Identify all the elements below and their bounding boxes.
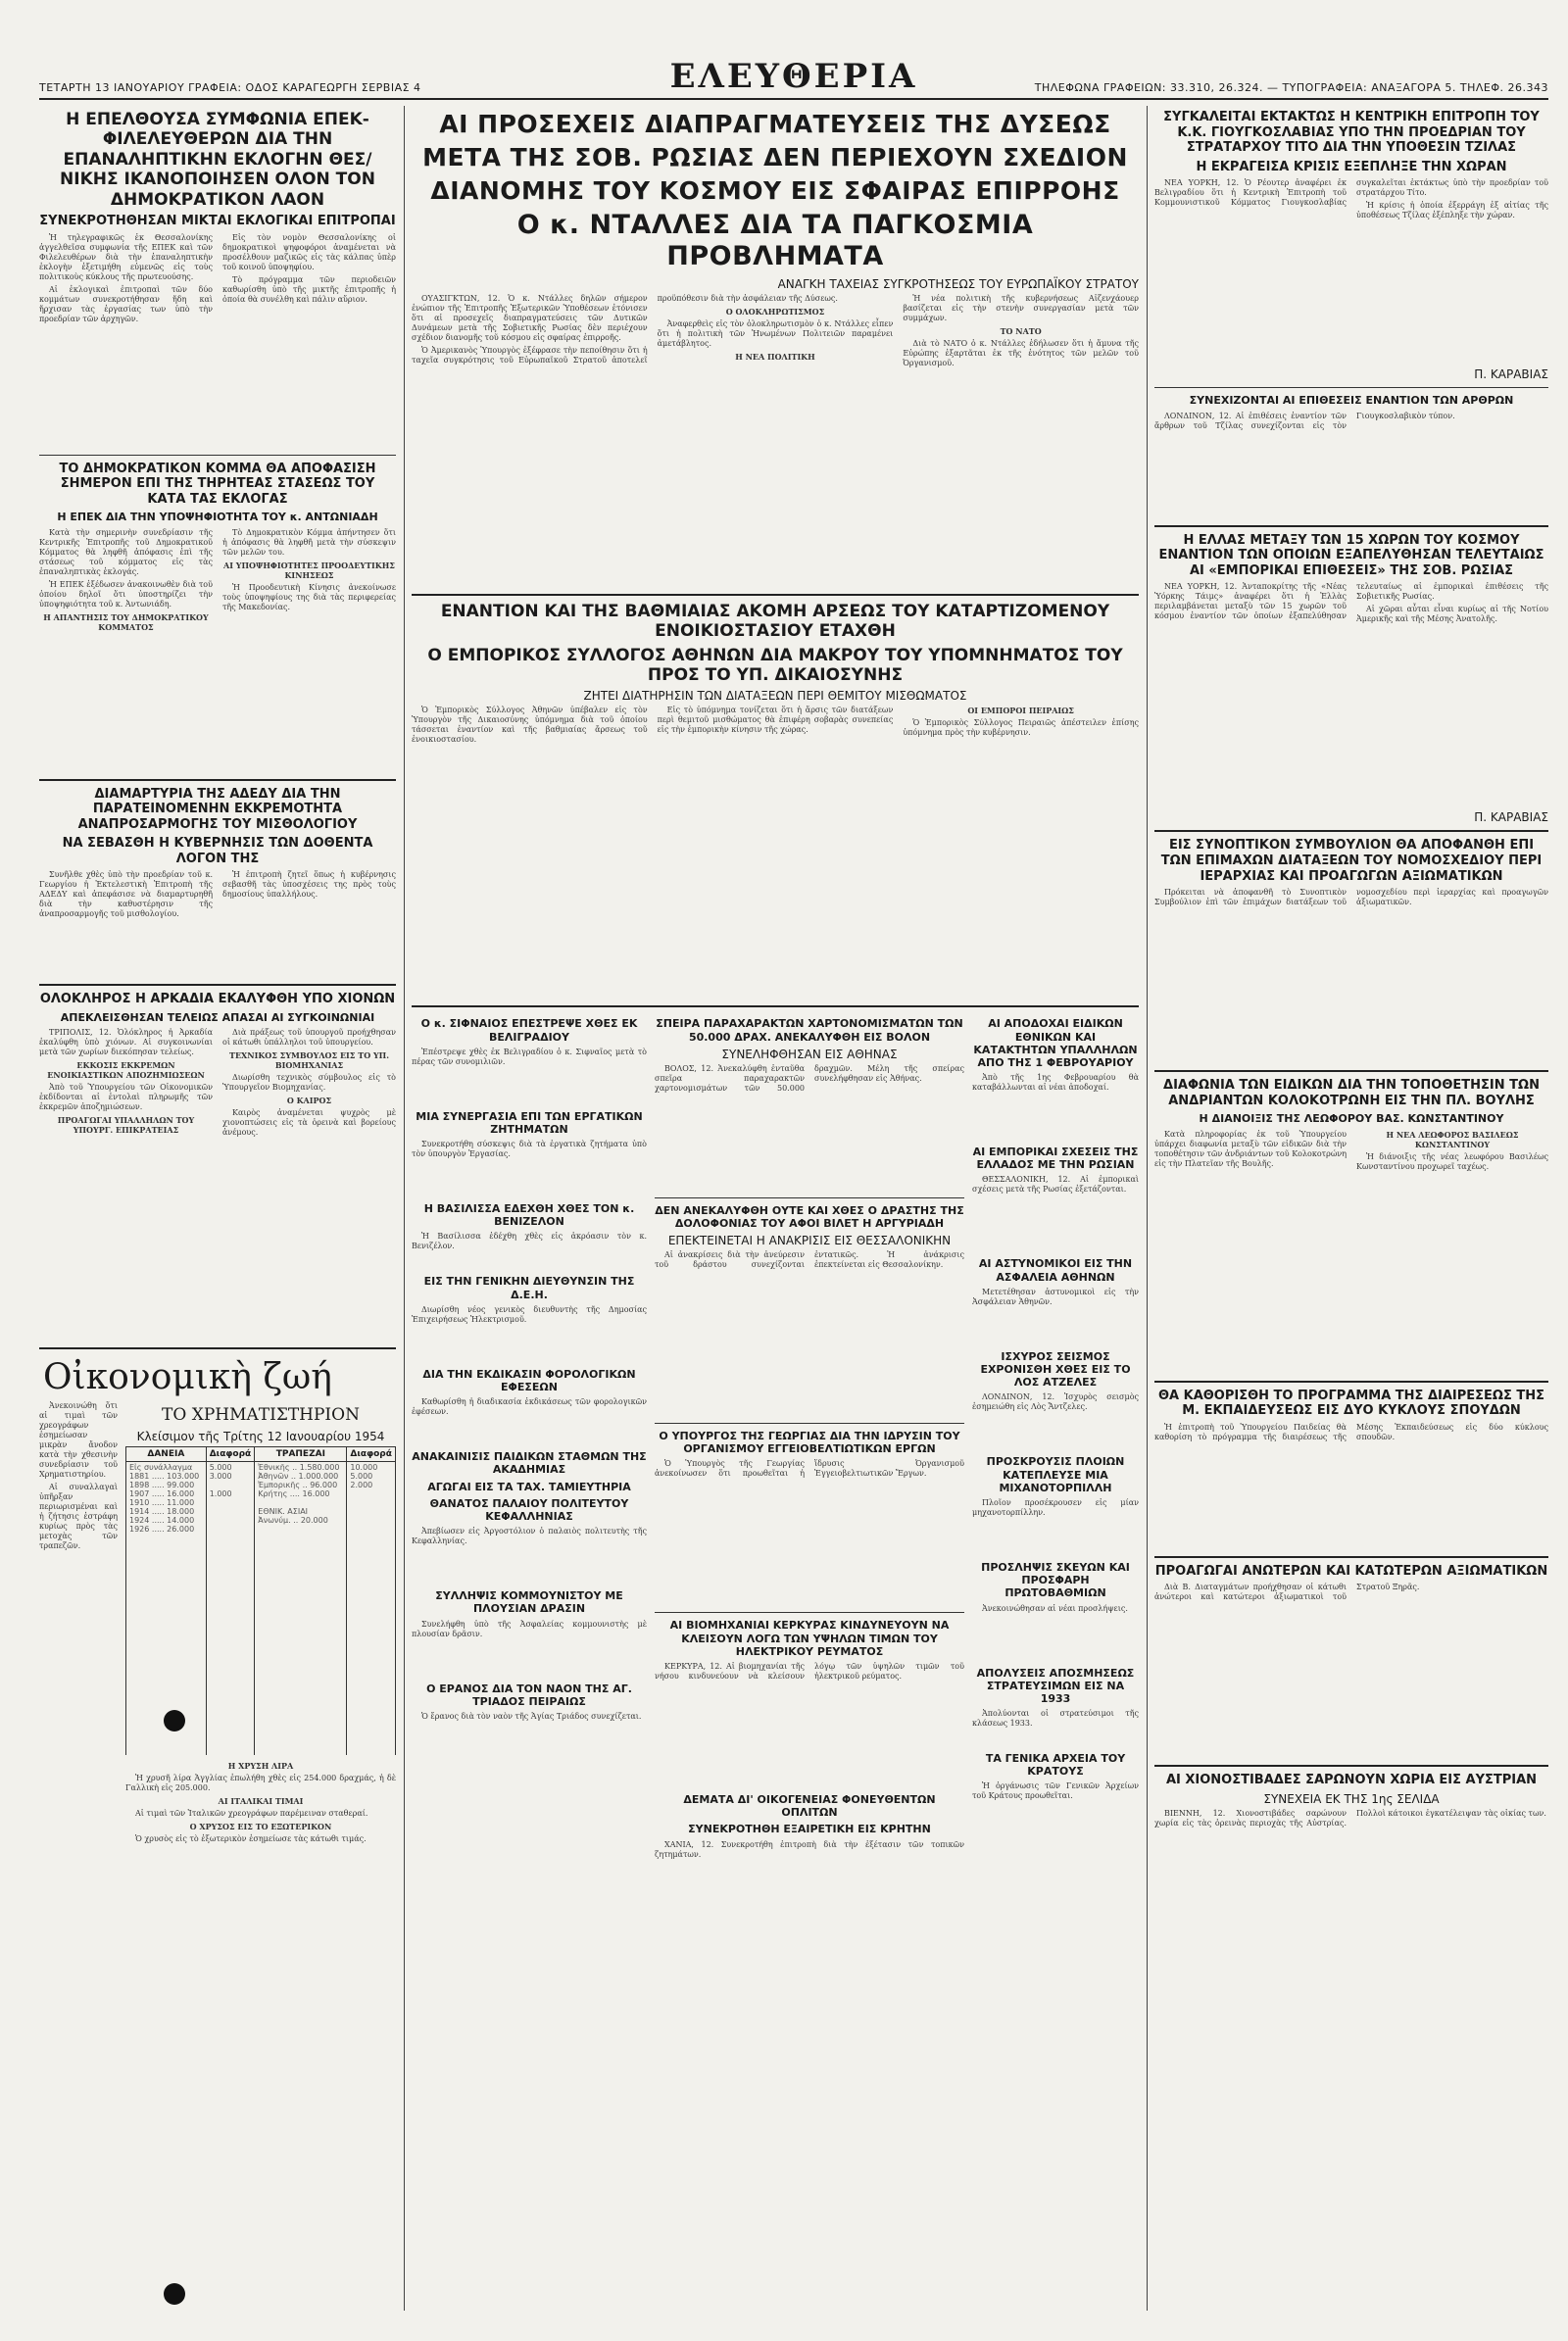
inner-heading: Η ΧΡΥΣΗ ΛΙΡΑ: [227, 1761, 294, 1772]
headline-promotions: ΠΡΟΑΓΩΓΑΙ ΑΝΩΤΕΡΩΝ ΚΑΙ ΚΑΤΩΤΕΡΩΝ ΑΞΙΩΜΑΤΙΚΩΝ: [1154, 1563, 1548, 1579]
headline: ΣΠΕΙΡΑ ΠΑΡΑΧΑΡΑΚΤΩΝ ΧΑΡΤΟΝΟΜΙΣΜΑΤΩΝ ΤΩΝ 50.000 ΔΡΑΧ. ΑΝΕΚΑΛΥΦΘΗ ΕΙΣ ΒΟΛΟΝ: [656, 1017, 963, 1044]
byline: Π. ΚΑΡΑΒΙΑΣ: [1474, 367, 1548, 382]
article-body: Ἀνεκοινώθησαν αἱ νέαι προσλήψεις.: [982, 1603, 1128, 1613]
center-column: [412, 106, 1139, 1899]
inner-heading: ΟΙ ΕΜΠΟΡΟΙ ΠΕΙΡΑΙΩΣ: [967, 706, 1074, 716]
headline: ΘΑΝΑΤΟΣ ΠΑΛΑΙΟΥ ΠΟΛΙΤΕΥΤΟΥ ΚΕΦΑΛΛΗΝΙΑΣ: [429, 1496, 629, 1523]
headline-arcadia-snow: ΟΛΟΚΛΗΡΟΣ Η ΑΡΚΑΔΙΑ ΕΚΑΛΥΦΘΗ ΥΠΟ ΧΙΟΝΩΝ: [39, 992, 396, 1007]
headline: ΑΓΩΓΑΙ ΕΙΣ ΤΑ ΤΑΧ. ΤΑΜΙΕΥΤΗΡΙΑ: [427, 1480, 631, 1493]
article-body: ΚΕΡΚΥΡΑ, 12. Αἱ βιομηχανίαι τῆς νήσου κινδυνεύουν νὰ κλείσουν λόγῳ τῶν ὑψηλῶν τιμῶν τοῦ ἠλεκτρικοῦ ρεύματος.: [655, 1662, 964, 1682]
newspaper-title: ΕΛΕΥΘΕΡΙΑ: [669, 57, 918, 96]
headline: ΑΝΑΚΑΙΝΙΣΙΣ ΠΑΙΔΙΚΩΝ ΣΤΑΘΜΩΝ ΤΗΣ ΑΚΑΔΗΜΙΑΣ: [412, 1450, 647, 1477]
headline: ΑΙ ΕΜΠΟΡΙΚΑΙ ΣΧΕΣΕΙΣ ΤΗΣ ΕΛΛΑΔΟΣ ΜΕ ΤΗΝ ΡΩΣΙΑΝ: [972, 1146, 1139, 1172]
newspaper-page: [39, 51, 1548, 2315]
column-header: ΤΡΑΠΕΖΑΙ: [255, 1446, 347, 1461]
headline-yugoslavia: ΣΥΓΚΑΛΕΙΤΑΙ ΕΚΤΑΚΤΩΣ Η ΚΕΝΤΡΙΚΗ ΕΠΙΤΡΟΠΗ ΤΟΥ Κ.Κ. ΓΙΟΥΓΚΟΣΛΑΒΙΑΣ ΥΠΟ ΤΗΝ ΠΡΟΕΔΡΙΑΝ ΤΟΥ ΣΤΡΑΤΑΡΧΟΥ ΤΙΤΟ ΔΙΑ ΤΗΝ ΥΠΟΘΕΣΙΝ ΤΖΙΛΑΣ: [1163, 110, 1540, 156]
byline: Π. ΚΑΡΑΒΙΑΣ: [1474, 810, 1548, 825]
subheadline: ΑΠΕΚΛΕΙΣΘΗΣΑΝ ΤΕΛΕΙΩΣ ΑΠΑΣΑΙ ΑΙ ΣΥΓΚΟΙΝΩΝΙΑΙ: [60, 1011, 375, 1025]
article-body: Μετετέθησαν ἀστυνομικοὶ εἰς τὴν Ἀσφάλειαν Ἀθηνῶν.: [972, 1287, 1139, 1306]
article-body: ΒΙΕΝΝΗ, 12. Χιονοστιβάδες σαρώνουν χωρία εἰς τὰς ὀρεινὰς περιοχὰς τῆς Αὐστρίας. Πολλοὶ κάτοικοι ἐγκατέλειψαν τὰς οἰκίας των.: [1154, 1808, 1546, 1828]
headline: ΤΑ ΓΕΝΙΚΑ ΑΡΧΕΙΑ ΤΟΥ ΚΡΑΤΟΥΣ: [985, 1752, 1126, 1779]
inner-heading: Η ΝΕΑ ΛΕΩΦΟΡΟΣ ΒΑΣΙΛΕΩΣ ΚΩΝΣΤΑΝΤΙΝΟΥ: [1386, 1129, 1519, 1149]
article-body: Συνῆλθε χθὲς ὑπὸ τὴν προεδρίαν τοῦ κ. Γεωργίου ἡ Ἐκτελεστικὴ Ἐπιτροπὴ τῆς ΑΔΕΔΥ καὶ ἀπεφάσισε νὰ διαμαρτυρηθῆ διὰ τὴν καθυστέρησιν τῆς ἀναπροσαρμογῆς τοῦ μισθολογίου. Ἡ ἐπιτροπὴ ζητεῖ ὅπως ἡ κυβέρνησις σεβασθῆ τὰς ὑποσχέσεις της πρὸς τοὺς δημοσίους ὑπαλλήλους.: [39, 870, 396, 919]
subheadline: Η ΔΙΑΝΟΙΞΙΣ ΤΗΣ ΛΕΩΦΟΡΟΥ ΒΑΣ. ΚΩΝΣΤΑΝΤΙΝΟΥ: [1199, 1112, 1504, 1126]
headline: Η ΒΑΣΙΛΙΣΣΑ ΕΔΕΧΘΗ ΧΘΕΣ ΤΟΝ κ. ΒΕΝΙΖΕΛΟΝ: [423, 1202, 635, 1229]
headline: ΙΣΧΥΡΟΣ ΣΕΙΣΜΟΣ ΕΧΡΟΝΙΣΘΗ ΧΘΕΣ ΕΙΣ ΤΟ ΛΟΣ ΑΤΖΕΛΕΣ: [980, 1349, 1131, 1390]
article-body: Ἡ Βασίλισσα ἐδέχθη χθὲς εἰς ἀκρόασιν τὸν κ. Βενιζέλον.: [412, 1232, 647, 1251]
masthead-phones: ΤΗΛΕΦΩΝΑ ΓΡΑΦΕΙΩΝ: 33.310, 26.324. — ΤΥΠΟΓΡΑΦΕΙΑ: ΑΝΑΞΑΓΟΡΑ 5. ΤΗΛΕΦ. 26.343: [1034, 81, 1548, 94]
headline-avalanches-austria: ΑΙ ΧΙΟΝΟΣΤΙΒΑΔΕΣ ΣΑΡΩΝΟΥΝ ΧΩΡΙΑ ΕΙΣ ΑΥΣΤΡΙΑΝ: [1165, 1773, 1538, 1788]
article-body: ΘΕΣΣΑΛΟΝΙΚΗ, 12. Αἱ ἐμπορικαὶ σχέσεις μετὰ τῆς Ρωσίας ἐξετάζονται.: [972, 1175, 1139, 1195]
article-body: Ὁ ἔρανος διὰ τὸν ναὸν τῆς Ἁγίας Τριάδος συνεχίζεται.: [421, 1711, 642, 1721]
headline: ΜΙΑ ΣΥΝΕΡΓΑΣΙΑ ΕΠΙ ΤΩΝ ΕΡΓΑΤΙΚΩΝ ΖΗΤΗΜΑΤΩΝ: [416, 1109, 643, 1136]
lead-article-body: ΟΥΑΣΙΓΚΤΩΝ, 12. Ὁ κ. Ντάλλες δηλῶν σήμερον ἐνώπιον τῆς Ἐπιτροπῆς Ἐξωτερικῶν Ὑποθέσεων ἐτόνισεν ὅτι αἱ προσεχεῖς διαπραγματεύσεις τῶν Δυτικῶν Δυνάμεων μετὰ τῆς Σοβιετικῆς Ρωσίας δὲν περιέχουν σχέδιον διανομῆς τοῦ κόσμου εἰς σφαίρας ἐπιρροῆς. Ὁ Ἀμερικανὸς Ὑπουργὸς ἐξέφρασε τὴν πεποίθησιν ὅτι ἡ ταχεῖα συγκρότησις τοῦ Εὐρωπαϊκοῦ Στρατοῦ ἀποτελεῖ προϋπόθεσιν διὰ τὴν ἀσφάλειαν τῆς Δύσεως. Ο ΟΛΟΚΛΗΡΩΤΙΣΜΟΣ Ἀναφερθεὶς εἰς τὸν ὁλοκληρωτισμὸν ὁ κ. Ντάλλες εἶπεν ὅτι ἡ πολιτικὴ τῶν Ἡνωμένων Πολιτειῶν παραμένει ἀμετάβλητος. Η ΝΕΑ ΠΟΛΙΤΙΚΗ Ἡ νέα πολιτικὴ τῆς κυβερνήσεως Αἰζενχάουερ βασίζεται εἰς τὴν στενὴν συνεργασίαν μετὰ τῶν συμμάχων. ΤΟ ΝΑΤΟ Διὰ τὸ ΝΑΤΟ ὁ κ. Ντάλλες ἐδήλωσεν ὅτι ἡ ἄμυνα τῆς Εὐρώπης ἐξαρτᾶται ἐκ τῆς ἑνότητος τῶν μελῶν τοῦ Ὀργανισμοῦ.: [412, 293, 1139, 367]
article-body: Ἀπολύονται οἱ στρατεύσιμοι τῆς κλάσεως 1933.: [972, 1709, 1139, 1729]
headline: ΑΠΟΛΥΣΕΙΣ ΑΠΟΣΜΗΣΕΩΣ ΣΤΡΑΤΕΥΣΙΜΩΝ ΕΙΣ ΝΑ 1933: [976, 1666, 1135, 1705]
inner-heading: ΑΙ ΙΤΑΛΙΚΑΙ ΤΙΜΑΙ: [218, 1796, 304, 1807]
headline: ΔΕΝ ΑΝΕΚΑΛΥΦΘΗ ΟΥΤΕ ΚΑΙ ΧΘΕΣ Ο ΔΡΑΣΤΗΣ ΤΗΣ ΔΟΛΟΦΟΝΙΑΣ ΤΟΥ ΑΦΟΙ ΒΙΛΕΤ Η ΑΡΓΥΡΙΑΔΗ: [655, 1203, 964, 1230]
article-body: Ἡ τηλεγραφικῶς ἐκ Θεσσαλονίκης ἀγγελθεῖσα συμφωνία τῆς ΕΠΕΚ καὶ τῶν Φιλελευθέρων διὰ τὴν ἐπαναληπτικὴν ἐκλογὴν ἐξετιμήθη εὐμενῶς εἰς τοὺς πολιτικοὺς κύκλους τῆς πρωτευούσης. Αἱ ἐκλογικαὶ ἐπιτροπαὶ τῶν δύο κομμάτων συνεκροτήθησαν ἤδη καὶ ἤρχισαν τὰς ἐργασίας των ὑπὸ τὴν προεδρίαν τῶν ἀρχηγῶν. Εἰς τὸν νομὸν Θεσσαλονίκης οἱ δημοκρατικοὶ ψηφοφόροι ἀναμένεται νὰ προσέλθουν μαζικῶς εἰς τὰς κάλπας ὑπὲρ τοῦ κοινοῦ ὑποψηφίου. Τὸ πρόγραμμα τῶν περιοδειῶν καθωρίσθη ὑπὸ τῆς μικτῆς ἐπιτροπῆς ἡ ὁποία θὰ συνέλθη καὶ πάλιν αὔριον.: [39, 232, 396, 323]
inner-heading: ΤΟ ΝΑΤΟ: [1000, 325, 1042, 336]
column-rule: [1147, 106, 1148, 2311]
headline: Ο ΕΡΑΝΟΣ ΔΙΑ ΤΟΝ ΝΑΟΝ ΤΗΣ ΑΓ. ΤΡΙΑΔΟΣ ΠΕΙΡΑΙΩΣ: [426, 1682, 632, 1708]
column-rule: [404, 106, 405, 2311]
column-header: Διαφορά: [206, 1446, 255, 1461]
inner-heading: Η ΑΠΑΝΤΗΣΙΣ ΤΟΥ ΔΗΜΟΚΡΑΤΙΚΟΥ ΚΟΜΜΑΤΟΣ: [43, 611, 209, 632]
article-body: Ὁ Ἐμπορικὸς Σύλλογος Ἀθηνῶν ὑπέβαλεν εἰς τὸν Ὑπουργὸν τῆς Δικαιοσύνης ὑπόμνημα διὰ τοῦ ὁποίου τάσσεται ἐναντίον καὶ τῆς βαθμιαίας ἄρσεως τοῦ ἐνοικιοστασίου. Εἰς τὸ ὑπόμνημα τονίζεται ὅτι ἡ ἄρσις τῶν διατάξεων περὶ θεμιτοῦ μισθώματος θὰ ἐπιφέρη σοβαρὰς συνεπείας εἰς τὴν ἐμπορικὴν κίνησιν τῆς χώρας. ΟΙ ΕΜΠΟΡΟΙ ΠΕΙΡΑΙΩΣ Ὁ Ἐμπορικὸς Σύλλογος Πειραιῶς ἀπέστειλεν ἐπίσης ὑπόμνημα πρὸς τὴν κυβέρνησιν.: [412, 706, 1139, 745]
headline: ΣΥΝΕΚΡΟΤΗΘΗ ΕΞΑΙΡΕΤΙΚΗ ΕΙΣ ΚΡΗΤΗΝ: [688, 1823, 931, 1836]
headline-officers-bill: ΕΙΣ ΣΥΝΟΠΤΙΚΟΝ ΣΥΜΒΟΥΛΙΟΝ ΘΑ ΑΠΟΦΑΝΘΗ ΕΠΙ ΤΩΝ ΕΠΙΜΑΧΩΝ ΔΙΑΤΑΞΕΩΝ ΤΟΥ ΝΟΜΟΣΧΕΔΙΟΥ ΠΕΡΙ ΙΕΡΑΡΧΙΑΣ ΚΑΙ ΠΡΟΑΓΩΓΩΝ ΑΞΙΩΜΑΤΙΚΩΝ: [1160, 838, 1543, 884]
article-body: Πρόκειται νὰ ἀποφανθῆ τὸ Συνοπτικὸν Συμβούλιον ἐπὶ τῶν ἐπιμάχων διατάξεων τοῦ νομοσχεδίου περὶ ἱεραρχίας καὶ προαγωγῶν ἀξιωματικῶν.: [1154, 888, 1548, 907]
inner-heading: ΠΡΟΑΓΩΓΑΙ ΥΠΑΛΛΗΛΩΝ ΤΟΥ ΥΠΟΥΡΓ. ΕΠΙΚΡΑΤΕΙΑΣ: [57, 1115, 195, 1136]
article-body: Ἡ ὀργάνωσις τῶν Γενικῶν Ἀρχείων τοῦ Κράτους προωθεῖται.: [972, 1781, 1139, 1801]
article-body: Διὰ Β. Διαταγμάτων προήχθησαν οἱ κάτωθι ἀνώτεροι καὶ κατώτεροι ἀξιωματικοὶ τοῦ Στρατοῦ Ξηρᾶς.: [1154, 1583, 1420, 1602]
inner-heading: Η ΝΕΑ ΠΟΛΙΤΙΚΗ: [735, 351, 815, 362]
headline: Ο ΥΠΟΥΡΓΟΣ ΤΗΣ ΓΕΩΡΓΙΑΣ ΔΙΑ ΤΗΝ ΙΔΡΥΣΙΝ ΤΟΥ ΟΡΓΑΝΙΣΜΟΥ ΕΓΓΕΙΟΒΕΛΤΙΩΤΙΚΩΝ ΕΡΓΩΝ: [659, 1430, 960, 1456]
news-column-middle: [655, 1013, 964, 1898]
inner-heading: Ο ΧΡΥΣΟΣ ΕΙΣ ΤΟ ΕΞΩΤΕΡΙΚΟΝ: [189, 1822, 332, 1832]
continuation-note: ΣΥΝΕΧΕΙΑ ΕΚ ΤΗΣ 1ης ΣΕΛΙΔΑ: [1263, 1791, 1440, 1806]
headline-education-program: ΘΑ ΚΑΘΟΡΙΣΘΗ ΤΟ ΠΡΟΓΡΑΜΜΑ ΤΗΣ ΔΙΑΙΡΕΣΕΩΣ ΤΗΣ Μ. ΕΚΠΑΙΔΕΥΣΕΩΣ ΕΙΣ ΔΥΟ ΚΥΚΛΟΥΣ ΣΠΟΥΔΩΝ: [1157, 1388, 1545, 1419]
article-body: ΒΟΛΟΣ, 12. Ἀνεκαλύφθη ἐνταῦθα σπεῖρα παραχαρακτῶν χαρτονομισμάτων τῶν 50.000 δραχμῶν. Μέλη τῆς σπείρας συνελήφθησαν εἰς Ἀθήνας.: [655, 1063, 964, 1093]
headline-kolokotronis-statues: ΔΙΑΦΩΝΙΑ ΤΩΝ ΕΙΔΙΚΩΝ ΔΙΑ ΤΗΝ ΤΟΠΟΘΕΤΗΣΙΝ ΤΩΝ ΑΝΔΡΙΑΝΤΩΝ ΚΟΛΟΚΟΤΡΩΝΗ ΕΙΣ ΤΗΝ ΠΛ. ΒΟΥΛΗΣ: [1163, 1078, 1540, 1108]
headline: ΠΡΟΣΚΡΟΥΣΙΣ ΠΛΟΙΩΝ ΚΑΤΕΠΛΕΥΣΕ ΜΙΑ ΜΙΧΑΝΟΤΟΡΠΙΛΛΗ: [986, 1455, 1125, 1494]
headline-rent-control-2: Ο ΕΜΠΟΡΙΚΟΣ ΣΥΛΛΟΓΟΣ ΑΘΗΝΩΝ ΔΙΑ ΜΑΚΡΟΥ ΤΟΥ ΥΠΟΜΝΗΜΑΤΟΣ ΤΟΥ ΠΡΟΣ ΤΟ ΥΠ. ΔΙΚΑΙΟΣΥΝΗΣ: [427, 645, 1123, 685]
article-body: ΝΕΑ ΥΟΡΚΗ, 12. Ἀνταποκρίτης τῆς «Νέας Ὑόρκης Τάιμς» ἀναφέρει ὅτι ἡ Ἑλλὰς περιλαμβάνεται μεταξὺ τῶν 15 χωρῶν τοῦ κόσμου ἐναντίον τῶν ὁποίων ἐξαπελύθησαν τελευταίως αἱ ἐμπορικαὶ ἐπιθέσεις τῆς Σοβιετικῆς Ρωσίας. Αἱ χῶραι αὗται εἶναι κυρίως αἱ τῆς Νοτίου Ἀμερικῆς καὶ τῆς Μέσης Ἀνατολῆς.: [1154, 582, 1548, 624]
left-column: [39, 106, 396, 2087]
headline: ΔΕΜΑΤΑ ΔΙ' ΟΙΚΟΓΕΝΕΙΑΣ ΦΟΝΕΥΘΕΝΤΩΝ ΟΠΛΙΤΩΝ: [683, 1793, 936, 1820]
subheadline: ΝΑ ΣΕΒΑΣΘΗ Η ΚΥΒΕΡΝΗΣΙΣ ΤΩΝ ΔΟΘΕΝΤΑ ΛΟΓΟΝ ΤΗΣ: [62, 836, 373, 866]
article-body: Ὁ Ὑπουργὸς τῆς Γεωργίας ἀνεκοίνωσεν ὅτι προωθεῖται ἡ ἵδρυσις Ὀργανισμοῦ Ἐγγειοβελτιωτικῶν Ἔργων.: [655, 1459, 964, 1479]
headline-attacks: ΣΥΝΕΧΙΖΟΝΤΑΙ ΑΙ ΕΠΙΘΕΣΕΙΣ ΕΝΑΝΤΙΟΝ ΤΩΝ ΑΡΘΡΩΝ: [1189, 394, 1514, 408]
headline: ΕΙΣ ΤΗΝ ΓΕΝΙΚΗΝ ΔΙΕΥΘΥΝΣΙΝ ΤΗΣ Δ.Ε.Η.: [423, 1275, 635, 1301]
headline: ΣΥΛΛΗΨΙΣ ΚΟΜΜΟΥΝΙΣΤΟΥ ΜΕ ΠΛΟΥΣΙΑΝ ΔΡΑΣΙΝ: [435, 1589, 623, 1616]
article-body: ΧΑΝΙΑ, 12. Συνεκροτήθη ἐπιτροπὴ διὰ τὴν ἐξέτασιν τῶν τοπικῶν ζητημάτων.: [655, 1839, 964, 1859]
article-body: Κατὰ πληροφορίας ἐκ τοῦ Ὑπουργείου ὑπάρχει διαφωνία μεταξὺ τῶν εἰδικῶν διὰ τὴν τοποθέτησιν τῶν ἀνδριάντων τοῦ Κολοκοτρώνη εἰς τὴν Πλατεῖαν τῆς Βουλῆς. Η ΝΕΑ ΛΕΩΦΟΡΟΣ ΒΑΣΙΛΕΩΣ ΚΩΝΣΤΑΝΤΙΝΟΥ Ἡ διάνοιξις τῆς νέας λεωφόρου Βασιλέως Κωνσταντίνου προχωρεῖ ταχέως.: [1154, 1129, 1548, 1171]
article-body: Ἀνεκοινώθη ὅτι αἱ τιμαὶ τῶν χρεογράφων ἐσημείωσαν μικρὰν ἄνοδον κατὰ τὴν χθεσινὴν συνεδρίασιν τοῦ Χρηματιστηρίου. Αἱ συναλλαγαὶ ὑπῆρξαν περιωρισμέναι καὶ ἡ ζήτησις ἐστράφη κυρίως πρὸς τὰς μετοχὰς τῶν τραπεζῶν.: [39, 1401, 118, 1551]
headline: ΑΙ ΒΙΟΜΗΧΑΝΙΑΙ ΚΕΡΚΥΡΑΣ ΚΙΝΔΥΝΕΥΟΥΝ ΝΑ ΚΛΕΙΣΟΥΝ ΛΟΓΩ ΤΩΝ ΥΨΗΛΩΝ ΤΙΜΩΝ ΤΟΥ ΗΛΕΚΤΡΙΚΟΥ ΡΕΥΜΑΤΟΣ: [669, 1619, 950, 1658]
headline: ΔΙΑ ΤΗΝ ΕΚΔΙΚΑΣΙΝ ΦΟΡΟΛΟΓΙΚΩΝ ΕΦΕΣΕΩΝ: [422, 1367, 636, 1394]
column-header: ΔΑΝΕΙΑ: [126, 1446, 207, 1461]
article-body: Η ΧΡΥΣΗ ΛΙΡΑ Ἡ χρυσῆ λίρα Ἀγγλίας ἐπωλήθη χθὲς εἰς 254.000 δραχμάς, ἡ δὲ Γαλλικὴ εἰς 205.000. ΑΙ ΙΤΑΛΙΚΑΙ ΤΙΜΑΙ Αἱ τιμαὶ τῶν Ἰταλικῶν χρεογράφων παρέμειναν σταθεραί. Ο ΧΡΥΣΟΣ ΕΙΣ ΤΟ ΕΞΩΤΕΡΙΚΟΝ Ὁ χρυσὸς εἰς τὸ ἐξωτερικὸν ἐσημείωσε τὰς κάτωθι τιμάς.: [125, 1761, 396, 1844]
stock-market-table: ΔΑΝΕΙΑ Διαφορά ΤΡΑΠΕΖΑΙ Διαφορά Εἰς συνάλλαγμα 1881 ..... 103.000 1898 ..... 99.000 1907 ..... 16.000 1910 ..... 11.000 1914 ..... 18.000 1924 ..... 14.000 1926 ..... 26.000 5.000 3.000 1.000 Ἐθνικῆς .. 1.580.000 Ἀθηνῶν .. 1.000.000 Ἐμπορικῆς .. 96.000 Κρήτης .... 16.000 ΕΘΝΙΚ. ΑΣΙΑΙ Ἀνωνύμ. .. 20.000 10.000 5.000 2.000: [125, 1446, 396, 1756]
inner-heading: Ο ΟΛΟΚΛΗΡΩΤΙΣΜΟΣ: [725, 306, 825, 317]
article-body: Ἀπεβίωσεν εἰς Ἀργοστόλιον ὁ παλαιὸς πολιτευτὴς τῆς Κεφαλληνίας.: [412, 1527, 647, 1546]
lead-headline-line2: ΜΕΤΑ ΤΗΣ ΣΟΒ. ΡΩΣΙΑΣ ΔΕΝ ΠΕΡΙΕΧΟΥΝ ΣΧΕΔΙΟΝ: [422, 143, 1128, 171]
article-body: Συνεκροτήθη σύσκεψις διὰ τὰ ἐργατικὰ ζητήματα ὑπὸ τὸν ὑπουργὸν Ἐργασίας.: [412, 1140, 647, 1159]
article-body: Ἀπὸ τῆς 1ης Φεβρουαρίου θὰ καταβάλλωνται αἱ νέαι ἀποδοχαί.: [972, 1073, 1139, 1093]
subheadline: Η ΕΠΕΚ ΔΙΑ ΤΗΝ ΥΠΟΨΗΦΙΟΤΗΤΑ ΤΟΥ κ. ΑΝΤΩΝΙΑΔΗ: [57, 511, 378, 524]
article-body: Καθωρίσθη ἡ διαδικασία ἐκδικάσεως τῶν φορολογικῶν ἐφέσεων.: [412, 1397, 647, 1417]
headline-adedy-protest: ΔΙΑΜΑΡΤΥΡΙΑ ΤΗΣ ΑΔΕΔΥ ΔΙΑ ΤΗΝ ΠΑΡΑΤΕΙΝΟΜΕΝΗΝ ΕΚΚΡΕΜΟΤΗΤΑ ΑΝΑΠΡΟΣΑΡΜΟΓΗΣ ΤΟΥ ΜΙΣΘΟΛΟΓΙΟΥ: [77, 786, 358, 832]
right-column: [1154, 106, 1548, 1985]
subheadline: ΕΠΕΚΤΕΙΝΕΤΑΙ Η ΑΝΑΚΡΙΣΙΣ ΕΙΣ ΘΕΣΣΑΛΟΝΙΚΗΝ: [667, 1234, 952, 1248]
headline-democratic-party: ΤΟ ΔΗΜΟΚΡΑΤΙΚΟΝ ΚΟΜΜΑ ΘΑ ΑΠΟΦΑΣΙΣΗ ΣΗΜΕΡΟΝ ΕΠΙ ΤΗΣ ΤΗΡΗΤΕΑΣ ΣΤΑΣΕΩΣ ΤΟΥ ΚΑΤΑ ΤΑΣ ΕΚΛΟΓΑΣ: [59, 461, 376, 507]
headline: Ο κ. ΣΙΦΝΑΙΟΣ ΕΠΕΣΤΡΕΨΕ ΧΘΕΣ ΕΚ ΒΕΛΙΓΡΑΔΙΟΥ: [420, 1017, 638, 1044]
column-header: Διαφορά: [347, 1446, 396, 1461]
inner-heading: Ο ΚΑΙΡΟΣ: [286, 1096, 332, 1106]
lead-subheadline: ΑΝΑΓΚΗ ΤΑΧΕΙΑΣ ΣΥΓΚΡΟΤΗΣΕΩΣ ΤΟΥ ΕΥΡΩΠΑΪΚΟΥ ΣΤΡΑΤΟΥ: [777, 276, 1139, 291]
subheadline: ΣΥΝΕΚΡΟΤΗΘΗΣΑΝ ΜΙΚΤΑΙ ΕΚΛΟΓΙΚΑΙ ΕΠΙΤΡΟΠΑΙ: [39, 213, 396, 228]
market-date: Κλείσιμον τῆς Τρίτης 12 Ιανουαρίου 1954: [136, 1429, 385, 1443]
headline-epek-agreement: Η ΕΠΕΛΘΟΥΣΑ ΣΥΜΦΩΝΙΑ ΕΠΕΚ-ΦΙΛΕΛΕΥΘΕΡΩΝ ΔΙΑ ΤΗΝ ΕΠΑΝΑΛΗΠΤΙΚΗΝ ΕΚΛΟΓΗΝ ΘΕΣ/ΝΙΚΗΣ ΙΚΑΝΟΠΟΙΗΣΕΝ ΟΛΟΝ ΤΟΝ ΔΗΜΟΚΡΑΤΙΚΟΝ ΛΑΟΝ: [60, 110, 375, 210]
subheadline: ΣΥΝΕΛΗΦΘΗΣΑΝ ΕΙΣ ΑΘΗΝΑΣ: [721, 1047, 898, 1061]
headline-rent-control: ΕΝΑΝΤΙΟΝ ΚΑΙ ΤΗΣ ΒΑΘΜΙΑΙΑΣ ΑΚΟΜΗ ΑΡΣΕΩΣ ΤΟΥ ΚΑΤΑΡΤΙΖΟΜΕΝΟΥ ΕΝΟΙΚΙΟΣΤΑΣΙΟΥ ΕΤΑΧΘΗ: [440, 601, 1110, 642]
inner-heading: ΑΙ ΥΠΟΨΗΦΙΟΤΗΤΕΣ ΠΡΟΟΔΕΥΤΙΚΗΣ ΚΙΝΗΣΕΩΣ: [223, 560, 395, 580]
news-column-right: [972, 1013, 1139, 1898]
subheadline: ΖΗΤΕΙ ΔΙΑΤΗΡΗΣΙΝ ΤΩΝ ΔΙΑΤΑΞΕΩΝ ΠΕΡΙ ΘΕΜΙΤΟΥ ΜΙΣΘΩΜΑΤΟΣ: [583, 689, 967, 704]
article-body: Αἱ ἀνακρίσεις διὰ τὴν ἀνεύρεσιν τοῦ δράστου συνεχίζονται ἐντατικῶς. Ἡ ἀνάκρισις ἐπεκτείνεται εἰς Θεσσαλονίκην.: [655, 1250, 964, 1270]
article-body: Συνελήφθη ὑπὸ τῆς Ἀσφαλείας κομμουνιστὴς μὲ πλουσίαν δρᾶσιν.: [412, 1619, 647, 1638]
market-title: ΤΟ ΧΡΗΜΑΤΙΣΤΗΡΙΟΝ: [162, 1405, 360, 1426]
lead-headline-line4: Ο κ. ΝΤΑΛΛΕΣ ΔΙΑ ΤΑ ΠΑΓΚΟΣΜΙΑ ΠΡΟΒΛΗΜΑΤΑ: [516, 210, 1034, 272]
masthead-dateline: ΤΕΤΑΡΤΗ 13 ΙΑΝΟΥΑΡΙΟΥ ΓΡΑΦΕΙΑ: ΟΔΟΣ ΚΑΡΑΓΕΩΡΓΗ ΣΕΡΒΙΑΣ 4: [39, 81, 421, 94]
lead-headline-line3: ΔΙΑΝΟΜΗΣ ΤΟΥ ΚΟΣΜΟΥ ΕΙΣ ΣΦΑΙΡΑΣ ΕΠΙΡΡΟΗΣ: [430, 176, 1120, 205]
inner-heading: ΕΚΚΟΣΙΣ ΕΚΚΡΕΜΩΝ ΕΝΟΙΚΙΑΣΤΙΚΩΝ ΑΠΟΖΗΜΙΩΣΕΩΝ: [47, 1060, 205, 1081]
headline: ΠΡΟΣΛΗΨΙΣ ΣΚΕΥΩΝ ΚΑΙ ΠΡΟΣΦΑΡΗ ΠΡΩΤΟΒΑΘΜΙΩΝ: [981, 1560, 1130, 1600]
article-body: Διωρίσθη νέος γενικὸς διευθυντὴς τῆς Δημοσίας Ἐπιχειρήσεως Ἠλεκτρισμοῦ.: [412, 1304, 647, 1324]
headline: ΑΙ ΑΣΤΥΝΟΜΙΚΟΙ ΕΙΣ ΤΗΝ ΑΣΦΑΛΕΙΑ ΑΘΗΝΩΝ: [978, 1257, 1133, 1284]
inner-heading: ΤΕΧΝΙΚΟΣ ΣΥΜΒΟΥΛΟΣ ΕΙΣ ΤΟ ΥΠ. ΒΙΟΜΗΧΑΝΙΑΣ: [229, 1050, 389, 1071]
article-body: Πλοῖον προσέκρουσεν εἰς μίαν μηχανοτορπίλλην.: [972, 1497, 1139, 1517]
subheadline: Η ΕΚΡΑΓΕΙΣΑ ΚΡΙΣΙΣ ΕΞΕΠΛΗΞΕ ΤΗΝ ΧΩΡΑΝ: [1196, 159, 1507, 174]
short-news-column: [412, 1013, 647, 1898]
masthead: [39, 51, 1548, 100]
article-body: Κατὰ τὴν σημερινὴν συνεδρίασιν τῆς Κεντρικῆς Ἐπιτροπῆς τοῦ Δημοκρατικοῦ Κόμματος θὰ ληφθῆ ἀπόφασις ἐπὶ τῆς στάσεως τοῦ κόμματος εἰς τὰς ἐπαναληπτικὰς ἐκλογάς. Ἡ ΕΠΕΚ ἐξέδωσεν ἀνακοινωθὲν διὰ τοῦ ὁποίου δηλοῖ ὅτι ὑποστηρίζει τὴν ὑποψηφιότητα τοῦ κ. Ἀντωνιάδη. Η ΑΠΑΝΤΗΣΙΣ ΤΟΥ ΔΗΜΟΚΡΑΤΙΚΟΥ ΚΟΜΜΑΤΟΣ Τὸ Δημοκρατικὸν Κόμμα ἀπήντησεν ὅτι ἡ ἀπόφασις θὰ ληφθῆ μετὰ τὴν σύσκεψιν τῶν μελῶν του. ΑΙ ΥΠΟΨΗΦΙΟΤΗΤΕΣ ΠΡΟΟΔΕΥΤΙΚΗΣ ΚΙΝΗΣΕΩΣ Ἡ Προοδευτικὴ Κίνησις ἀνεκοίνωσε τοὺς ὑποψηφίους της διὰ τὰς περιφερείας τῆς Μακεδονίας.: [39, 527, 396, 632]
punch-hole: [164, 2283, 185, 2305]
article-body: Ἡ ἐπιτροπὴ τοῦ Ὑπουργείου Παιδείας θὰ καθορίση τὸ πρόγραμμα τῆς διαιρέσεως τῆς Μέσης Ἐκπαιδεύσεως εἰς δύο κύκλους σπουδῶν.: [1154, 1422, 1548, 1441]
headline: ΑΙ ΑΠΟΔΟΧΑΙ ΕΙΔΙΚΩΝ ΕΘΝΙΚΩΝ ΚΑΙ ΚΑΤΑΚΤΗΤΩΝ ΥΠΑΛΛΗΛΩΝ ΑΠΟ ΤΗΣ 1 ΦΕΒΡΟΥΑΡΙΟΥ: [973, 1017, 1138, 1069]
punch-hole: [164, 1710, 185, 1731]
lead-headline-line1: ΑΙ ΠΡΟΣΕΧΕΙΣ ΔΙΑΠΡΑΓΜΑΤΕΥΣΕΙΣ ΤΗΣ ΔΥΣΕΩΣ: [439, 110, 1111, 138]
article-body: ΤΡΙΠΟΛΙΣ, 12. Ὁλόκληρος ἡ Ἀρκαδία ἐκαλύφθη ὑπὸ χιόνων. Αἱ συγκοινωνίαι μετὰ τῶν χωρίων διεκόπησαν τελείως. ΕΚΚΟΣΙΣ ΕΚΚΡΕΜΩΝ ΕΝΟΙΚΙΑΣΤΙΚΩΝ ΑΠΟΖΗΜΙΩΣΕΩΝ Ἀπὸ τοῦ Ὑπουργείου τῶν Οἰκονομικῶν ἐκδίδονται αἱ ἐντολαὶ πληρωμῆς τῶν ἐκκρεμῶν ἀποζημιώσεων. ΠΡΟΑΓΩΓΑΙ ΥΠΑΛΛΗΛΩΝ ΤΟΥ ΥΠΟΥΡΓ. ΕΠΙΚΡΑΤΕΙΑΣ Διὰ πράξεως τοῦ ὑπουργοῦ προήχθησαν οἱ κάτωθι ὑπάλληλοι τοῦ ὑπουργείου. ΤΕΧΝΙΚΟΣ ΣΥΜΒΟΥΛΟΣ ΕΙΣ ΤΟ ΥΠ. ΒΙΟΜΗΧΑΝΙΑΣ Διωρίσθη τεχνικὸς σύμβουλος εἰς τὸ Ὑπουργεῖον Βιομηχανίας. Ο ΚΑΙΡΟΣ Καιρὸς ἀναμένεται ψυχρὸς μὲ χιονοπτώσεις εἰς τὰ ὀρεινὰ καὶ βορείους ἀνέμους.: [39, 1028, 396, 1138]
article-body: Ἐπέστρεψε χθὲς ἐκ Βελιγραδίου ὁ κ. Σιφναῖος μετὰ τὸ πέρας τῶν συνομιλιῶν.: [412, 1047, 647, 1066]
article-body: ΝΕΑ ΥΟΡΚΗ, 12. Ὁ Ρέουτερ ἀναφέρει ἐκ Βελιγραδίου ὅτι ἡ Κεντρικὴ Ἐπιτροπὴ τοῦ Κομμουνιστικοῦ Κόμματος Γιουγκοσλαβίας συγκαλεῖται ἐκτάκτως ὑπὸ τὴν προεδρίαν τοῦ στρατάρχου Τίτο. Ἡ κρίσις ἡ ὁποία ἐξερράγη ἐξ αἰτίας τῆς ὑποθέσεως Τζίλας ἐξέπληξε τὴν χώραν.: [1154, 178, 1548, 220]
section-title-economy: Οἰκονομικὴ ζωή: [43, 1357, 332, 1398]
article-body: ΛΟΝΔΙΝΟΝ, 12. Αἱ ἐπιθέσεις ἐναντίον τῶν ἄρθρων τοῦ Τζίλας συνεχίζονται εἰς τὸν Γιουγκοσλαβικὸν τύπον.: [1154, 411, 1455, 430]
headline-trade-attacks: Η ΕΛΛΑΣ ΜΕΤΑΞΥ ΤΩΝ 15 ΧΩΡΩΝ ΤΟΥ ΚΟΣΜΟΥ ΕΝΑΝΤΙΟΝ ΤΩΝ ΟΠΟΙΩΝ ΕΞΑΠΕΛΥΘΗΣΑΝ ΤΕΛΕΥΤΑΙΩΣ ΑΙ «ΕΜΠΟΡΙΚΑΙ ΕΠΙΘΕΣΕΙΣ» ΤΗΣ ΣΟΒ. ΡΩΣΙΑΣ: [1158, 532, 1544, 578]
article-body: ΛΟΝΔΙΝΟΝ, 12. Ἰσχυρὸς σεισμὸς ἐσημειώθη εἰς Λὸς Ἄντζελες.: [972, 1392, 1139, 1412]
